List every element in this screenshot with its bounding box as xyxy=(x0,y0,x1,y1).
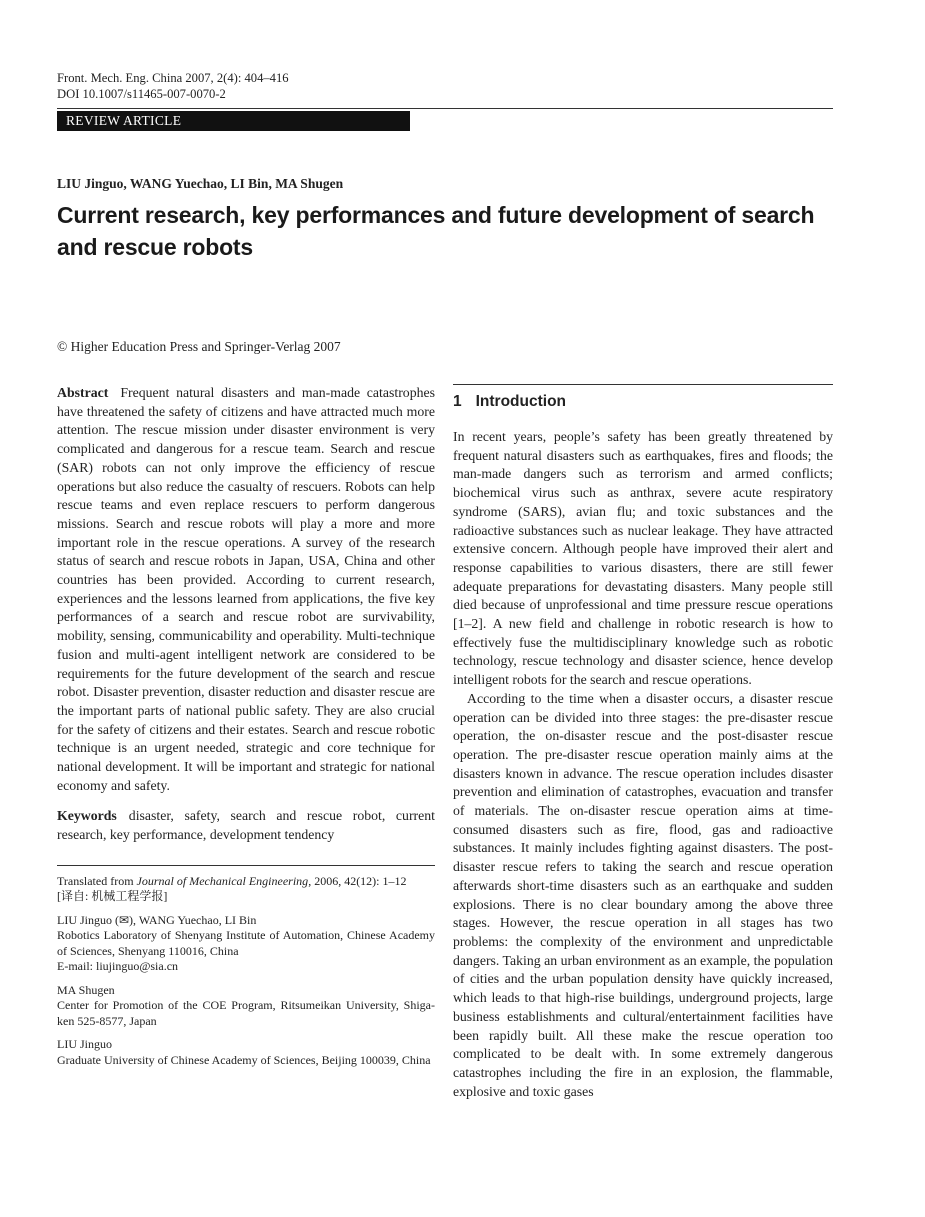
affiliation-3-name: LIU Jinguo xyxy=(57,1037,112,1052)
source-citation: , 2006, 42(12): 1–12 xyxy=(308,873,407,888)
affiliation-2 xyxy=(57,983,435,1030)
author-list: LIU Jinguo, WANG Yuechao, LI Bin, MA Shugen xyxy=(57,176,344,191)
affiliation-1-email: E-mail: liujinguo@sia.cn xyxy=(57,959,179,974)
left-column xyxy=(57,384,435,1076)
source-journal: Journal of Mechanical Engineering xyxy=(136,873,309,888)
footnote-rule xyxy=(57,865,435,866)
keywords-label: Keywords xyxy=(57,808,117,824)
affiliation-1-address: Robotics Laboratory of Shenyang Institute of Automation, Chinese Academy of Sciences, Shenyang 110016, China xyxy=(57,928,435,958)
section-rule xyxy=(453,384,833,385)
paper-title: Current research, key performances and future development of search and rescue robots xyxy=(57,202,815,260)
affiliation-3-address: Graduate University of Chinese Academy of Sciences, Beijing 100039, China xyxy=(57,1052,431,1067)
section-heading xyxy=(453,393,833,411)
header-rule xyxy=(57,108,833,109)
abstract-text: Frequent natural disasters and man-made catastrophes have threatened the safety of citizens and have attracted much more attention. The rescue mission under disaster environment is very complicated and dangerous for a rescue team. Search and rescue (SAR) robots can not only improve the efficiency of rescue operations but also reduce the casualty of rescuers. Robots can help rescue teams and even replace rescuers to perform dangerous missions. Search and rescue robots will play a more and more important role in the rescue operations. A survey of the research status of search and rescue robots in Japan, USA, China and other countries has been provided. According to current research, experiences and the lessons learned from applications, the five key performances of a search and rescue robot are survivability, mobility, sensing, communicability and operability. Multi-technique fusion and multi-agent intelligent network are considered to be requirements for the future development of the search and rescue robot. Disaster prevention, disaster reduction and disaster rescue are the important parts of national public safety. They are also crucial for the safety of citizens and their estates. Search and rescue robotic technique is an urgent needed, strategic and core technique for national development. It will be important and strategic for national economy and safety. xyxy=(57,385,435,793)
copyright-notice: © Higher Education Press and Springer-Verlag 2007 xyxy=(57,339,341,354)
right-column xyxy=(453,384,833,1101)
translation-note xyxy=(57,874,435,905)
translated-prefix: Translated from xyxy=(57,873,134,888)
abstract-label: Abstract xyxy=(57,385,109,400)
section-number: 1 xyxy=(453,393,462,410)
translation-note-cn: [译自: 机械工程学报] xyxy=(57,889,168,904)
affiliation-1 xyxy=(57,913,435,975)
affiliation-1-names: LIU Jinguo (✉), WANG Yuechao, LI Bin xyxy=(57,912,257,927)
article-type-banner: REVIEW ARTICLE xyxy=(57,111,410,131)
journal-citation: Front. Mech. Eng. China 2007, 2(4): 404–416 xyxy=(57,71,289,85)
doi: DOI 10.1007/s11465-007-0070-2 xyxy=(57,87,226,101)
abstract xyxy=(57,384,435,795)
section-title: Introduction xyxy=(475,393,567,410)
affiliation-2-address: Center for Promotion of the COE Program, Ritsumeikan University, Shiga-ken 525-8577, Japan xyxy=(57,998,435,1028)
intro-paragraph-1: In recent years, people’s safety has been greatly threatened by frequent natural disasters such as earthquakes, fires and floods; the man-made dangers such as terrorism and armed conflicts; biochemical virus such as anthrax, severe acute respiratory syndrome (SARS), avian flu; and toxic substances and the radioactive substances such as nuclear leakage. They have attracted extensive concern. Although people have improved their alert and response capabilities to various disasters, there are still fewer adequate preparations for devastating disasters. Many people still died because of unprofessional and time pressure rescue operations [1–2]. A new field and challenge in robotic research is how to effectively fuse the multidisciplinary knowledge such as robotic technology, rescue technology and disaster science, hence develop intelligent robots for the search and rescue operations. xyxy=(453,429,833,688)
affiliation-3 xyxy=(57,1037,435,1068)
affiliation-2-name: MA Shugen xyxy=(57,982,115,997)
intro-paragraph-2: According to the time when a disaster occurs, a disaster rescue operation can be divided into three stages: the pre-disaster rescue operation, the on-disaster rescue and the post-disaster rescue operation. The pre-disaster rescue operation mainly aims at the disasters known in advance. The rescue operation includes disaster prevention and elimination of catastrophes, evacuation and transfer of materials. The on-disaster rescue operation aims at time-consumed disasters such as fire, flood, gas and radioactive substances. It mainly includes fighting against disasters. The post-disaster rescue refers to taking the search and rescue operation afterwards short-time disasters such as an earthquake and sudden explosions. There is no clear boundary among the above three stages. However, the rescue operation in all stages has two problems: the complexity of the environment and unpredictable dangers. Taking an urban environment as an example, the population of cities and the urban population density have quickly increased, which leads to that high-rise buildings, underground projects, large business establishments and cultural/entertainment facilities have been rapidly built. All these make the rescue operation too complicated to be dealt with. In some extremely dangerous catastrophes including the fire in an explosion, the flammable, explosive and toxic gases xyxy=(453,690,834,1099)
keywords-text: disaster, safety, search and rescue robot, current research, key performance, development tendency xyxy=(57,808,435,843)
journal-reference xyxy=(57,70,289,102)
keywords xyxy=(57,807,435,844)
